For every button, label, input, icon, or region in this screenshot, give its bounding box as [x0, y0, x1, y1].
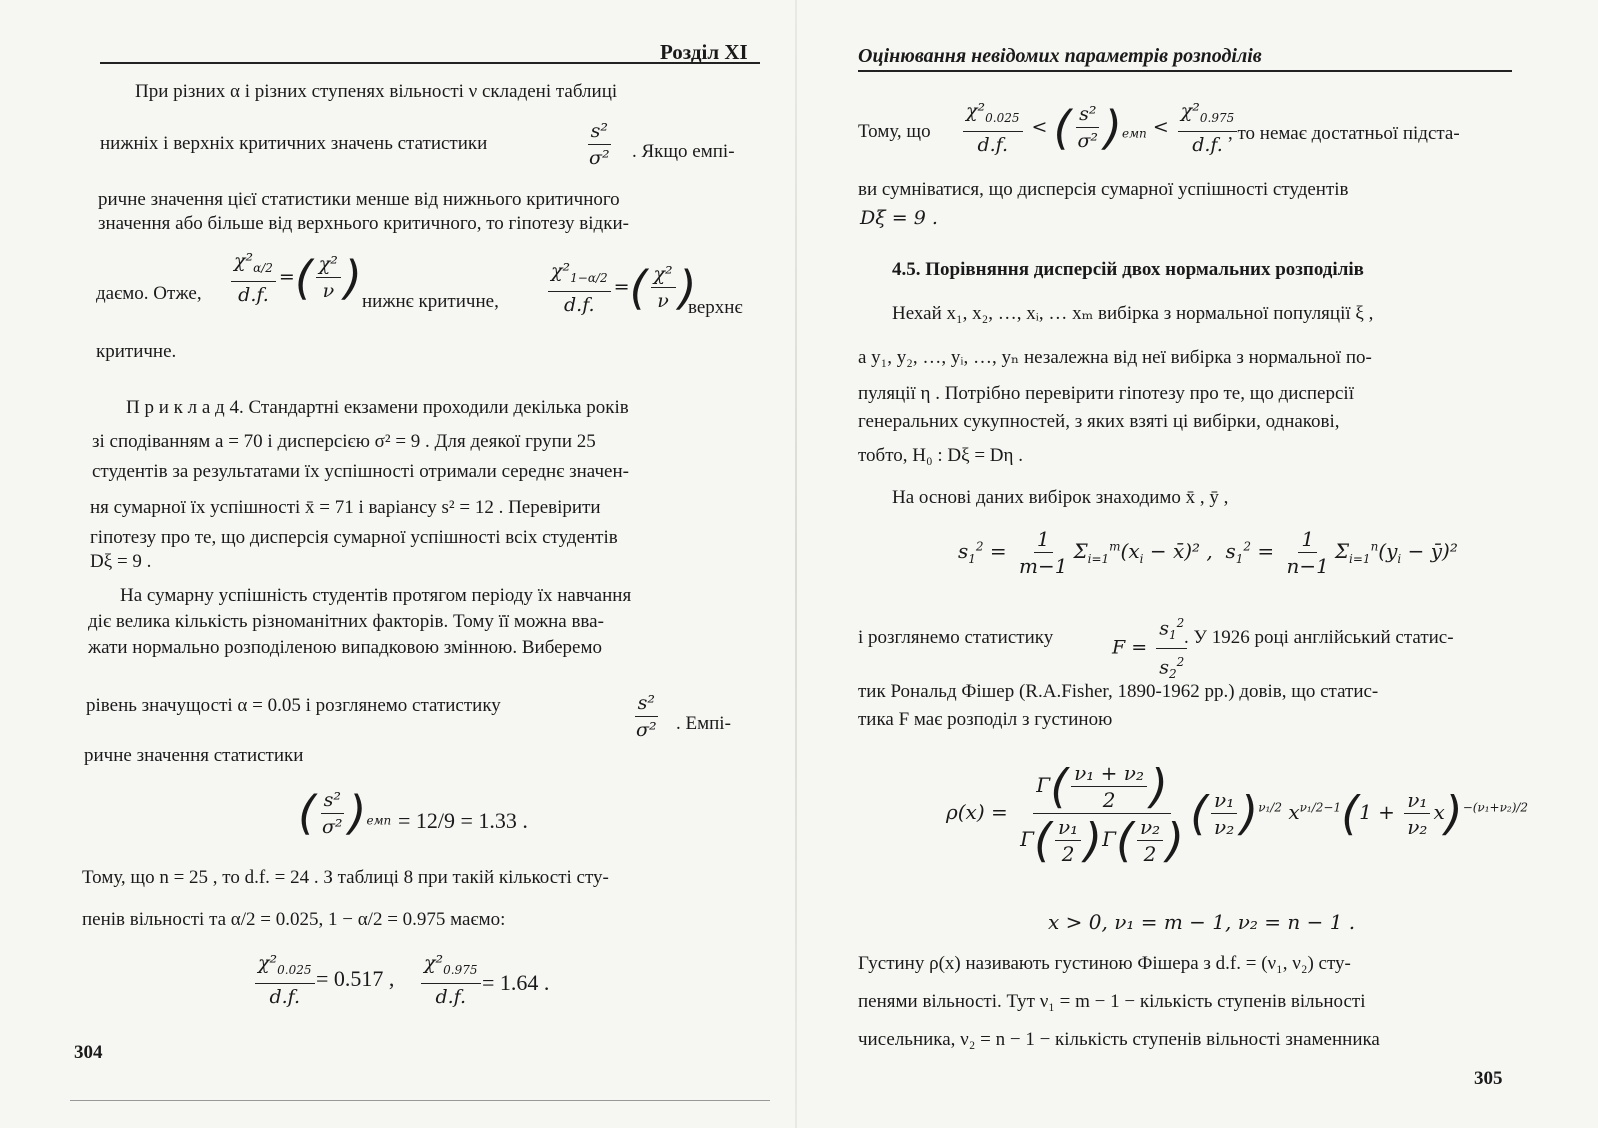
text-line: . Якщо емпі- [632, 141, 735, 162]
text-line: Dξ = 9 . [860, 207, 938, 229]
page-number: 305 [1474, 1068, 1503, 1089]
text-line: На основі даних вибірок знаходимо x̄ , ȳ , [892, 487, 1229, 508]
text-line: рівень значущості α = 0.05 і розглянемо статистику [86, 695, 501, 716]
text-line: і розглянемо статистику [858, 627, 1054, 648]
text-line: пенями вільності. Тут ν₁ = m − 1 − кількість ступенів вільності [858, 991, 1366, 1012]
text-line: Тому, що [858, 121, 931, 142]
section-heading: 4.5. Порівняння дисперсій двох нормальних розподілів [892, 259, 1364, 280]
text-line: тобто, H₀ : Dξ = Dη . [858, 445, 1023, 466]
text-line: критичне. [96, 341, 177, 362]
formula-s2-sigma2: $\frac{\text{s²}}{\text{σ²}}$ [589, 120, 610, 169]
formula-upper-critical: $\frac{\chi^2_{1-\alpha/2}}{d.f.}$ =( $\frac{\text{χ²}}{\nu}$ ) [545, 258, 697, 318]
running-header: Розділ XI [660, 40, 748, 64]
page-number: 304 [74, 1042, 103, 1063]
text-line: пенів вільності та α/2 = 0.025, 1 − α/2 = 0.975 маємо: [82, 909, 506, 930]
text-line: ричне значення цієї статистики менше від нижнього критичного [98, 189, 620, 210]
text-line: П р и к л а д 4. Стандартні екзамени проходили декілька років [126, 397, 629, 418]
text-line: , то немає достатньої підста- [1228, 123, 1460, 144]
text-line: гіпотезу про те, що дисперсія сумарної успішності всіх студентів [90, 527, 618, 548]
text-line: діє велика кількість різноманітних факторів. Тому її можна вва- [88, 611, 604, 632]
text-line: При різних α і різних ступенях вільності ν складені таблиці [135, 81, 618, 102]
text-line: чисельника, ν₂ = n − 1 − кількість ступенів вільності знаменника [858, 1029, 1380, 1050]
text-line: тик Рональд Фішер (R.A.Fisher, 1890-1962 рр.) довів, що статис- [858, 681, 1379, 702]
formula-F-statistic: F = $\frac{s_1^2}{s_2^2}$ [1112, 610, 1190, 687]
text-line: нижніх і верхніх критичних значень статистики [100, 133, 488, 154]
text-line: тика F має розподіл з густиною [858, 709, 1113, 730]
footer-rule [70, 1100, 770, 1101]
header-rule [858, 70, 1512, 72]
formula-fisher-density: ρ(x) = Γ( $\frac{\text{ν₁ + ν₂}}{2}$ ) Γ( $\frac{\text{ν₁}}{2}$ )Γ( $\frac{\text{ν₂}}{2}$ ) ( $\frac{\text{ν₁}}{\text{ν₂}}$ )$^{\nu_1/2}$ $x^{\nu_1/2-1}(1$ + $\frac{\text{ν₁}}{\text{ν₂}}$ x)$^{-(\nu_1+\nu_2)/2}$ [946, 759, 1529, 868]
text-line: студентів за результатами їх успішності отримали середнє значен- [92, 461, 629, 482]
text-line: верхнє [688, 297, 743, 318]
text-line: Нехай x₁, x₂, …, xᵢ, … xₘ вибірка з нормальної популяції ξ , [892, 303, 1374, 324]
left-page [0, 0, 790, 1128]
right-page [800, 0, 1598, 1128]
text-line: Dξ = 9 . [90, 551, 152, 572]
text-line: а y₁, y₂, …, yᵢ, …, yₙ незалежна від неї вибірка з нормальної по- [858, 347, 1372, 368]
formula-chi-upper-value: = 1.64 . [482, 970, 550, 995]
text-line: даємо. Отже, [96, 283, 202, 304]
text-line: зі сподіванням a = 70 і дисперсією σ² = 9 . Для деякої групи 25 [92, 431, 596, 452]
text-line: . У 1926 році англійський статис- [1184, 627, 1454, 648]
formula-chi-lower: $\frac{\chi^2_{0.025}}{d.f.}$ [252, 950, 318, 1010]
formula-conditions: x > 0, ν₁ = m − 1, ν₂ = n − 1 . [1048, 910, 1356, 934]
formula-chi-lower-value: = 0.517 , [316, 966, 395, 991]
formula-sample-variances: $s_1^2$ = $\frac{1}{m-1}$ $\Sigma_{i=1}^m(x_i$ − x̄)² , $s_1^2$ = $\frac{1}{n-1}$ $\Sigma_{i=1}^n(y_i$ − ȳ)² [958, 527, 1458, 578]
text-line: . Емпі- [676, 713, 731, 734]
text-line: ви сумніватися, що дисперсія сумарної успішності студентів [858, 179, 1349, 200]
text-line: пуляції η . Потрібно перевірити гіпотезу про те, що дисперсії [858, 383, 1354, 404]
text-line: На сумарну успішність студентів протягом періоду їх навчання [120, 585, 632, 606]
text-line: Густину ρ(x) називають густиною Фішера з d.f. = (ν₁, ν₂) сту- [858, 953, 1351, 974]
book-gutter [795, 0, 797, 1128]
formula-empirical: ( $\frac{\text{s²}}{\text{σ²}}$ )$_{емп}$ [298, 786, 392, 840]
formula-empirical-value: = 12/9 = 1.33 . [398, 808, 528, 833]
text-line: нижнє критичне, [362, 291, 499, 312]
text-line: ричне значення статистики [84, 745, 304, 766]
text-line: Тому, що n = 25 , то d.f. = 24 . З таблиці 8 при такій кількості сту- [82, 867, 609, 888]
running-header: Оцінювання невідомих параметрів розподілів [858, 45, 1262, 67]
text-line: генеральних сукупностей, з яких взяті ці вибірки, однакові, [858, 411, 1340, 432]
text-line: жати нормально розподіленою випадковою змінною. Виберемо [88, 637, 603, 658]
formula-lower-critical: $\frac{\chi^2_{\alpha/2}}{d.f.}$ =( $\frac{\text{χ²}}{\nu}$ ) [228, 248, 362, 308]
formula-chi-upper: $\frac{\chi^2_{0.975}}{d.f.}$ [418, 950, 484, 1010]
text-line: ня сумарної їх успішності x̄ = 71 і варіансу s² = 12 . Перевірити [90, 497, 601, 518]
text-line: значення або більше від верхнього критичного, то гіпотезу відки- [98, 213, 629, 234]
formula-s2-sigma2: $\frac{\text{s²}}{\text{σ²}}$ [636, 692, 657, 741]
formula-inequality: $\frac{\chi^2_{0.025}}{d.f.}$ < ( $\frac{\text{s²}}{\text{σ²}}$ )$_{емп}$ < $\frac{\chi^2_{0.975}}{d.f.}$ [960, 98, 1240, 158]
